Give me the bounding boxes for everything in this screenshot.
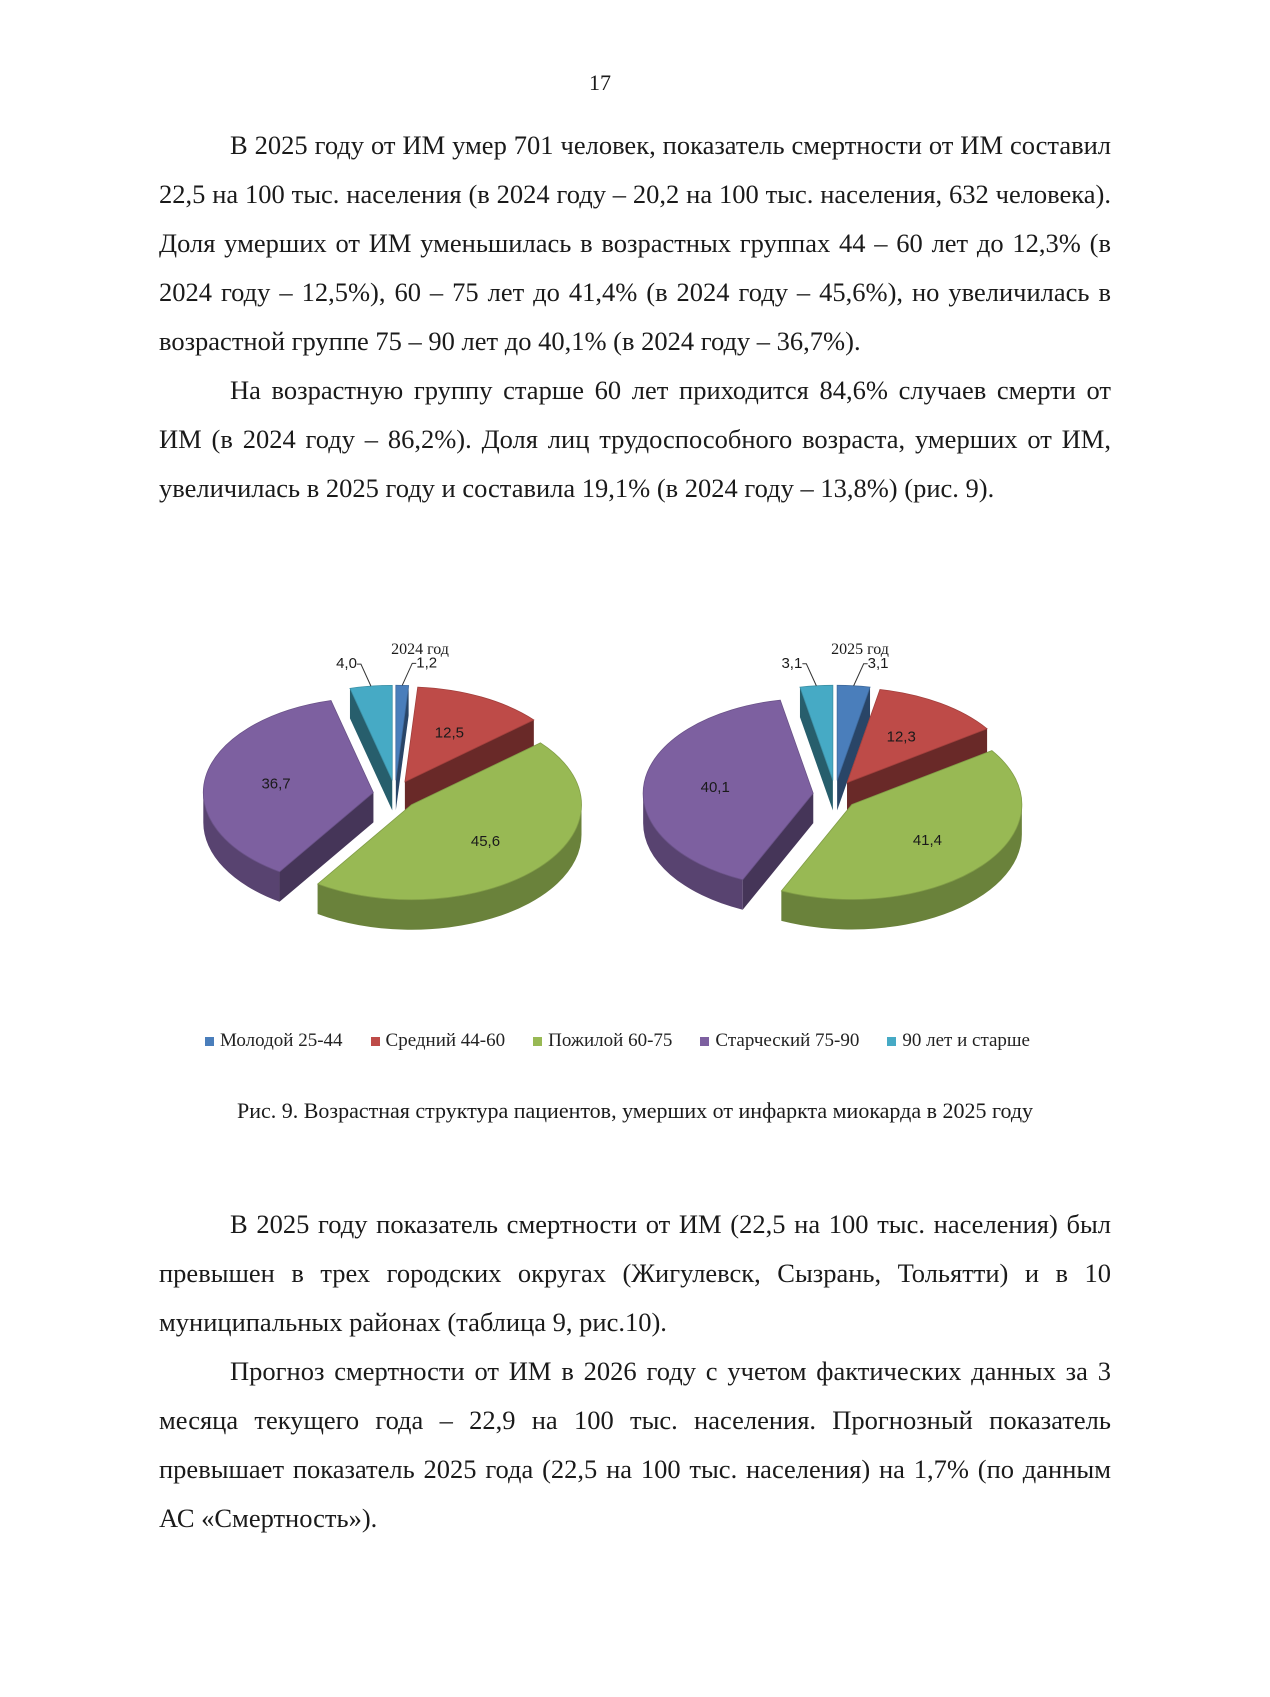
leader-line bbox=[402, 663, 416, 685]
chart-legend bbox=[205, 1030, 1105, 1052]
data-label-young: 3,1 bbox=[867, 654, 889, 672]
page-number: 17 bbox=[589, 70, 611, 95]
legend-swatch bbox=[887, 1037, 896, 1046]
data-label-old90: 4,0 bbox=[336, 655, 357, 673]
legend-label: Средний 44-60 bbox=[385, 1030, 506, 1051]
data-label-senile: 40,1 bbox=[700, 778, 730, 796]
chart-title: 2025 год bbox=[831, 641, 889, 658]
pie-slice-senile bbox=[643, 700, 813, 910]
paragraph: На возрастную группу старше 60 лет приходится 84,6% случаев смерти от ИМ (в 2024 году – 86,2%). Доля лиц трудоспособного возраста, умерших от ИМ, увеличилась в 2025 году и составила 19,1% (в 2024 году – 13,8%) (рис. 9). bbox=[159, 375, 1111, 503]
legend-item-senile bbox=[700, 1030, 859, 1052]
legend-item-young bbox=[205, 1030, 343, 1052]
legend-label: Молодой 25-44 bbox=[220, 1030, 343, 1051]
legend-label: Пожилой 60-75 bbox=[548, 1030, 673, 1051]
legend-label: Старческий 75-90 bbox=[715, 1030, 860, 1051]
legend-item-middle bbox=[371, 1030, 506, 1052]
leader-line bbox=[854, 664, 868, 686]
figure-pie-charts bbox=[195, 641, 1095, 1075]
legend-item-elderly bbox=[533, 1030, 672, 1052]
pie-chart-0 bbox=[203, 641, 581, 930]
data-label-senile: 36,7 bbox=[261, 775, 291, 793]
chart-title: 2024 год bbox=[391, 641, 449, 658]
legend-swatch bbox=[205, 1037, 214, 1046]
data-label-elderly: 45,6 bbox=[470, 833, 501, 851]
slice-top bbox=[800, 685, 833, 780]
legend-item-90-plus bbox=[887, 1030, 1030, 1052]
leader-line bbox=[357, 664, 371, 686]
data-label-old90: 3,1 bbox=[781, 654, 803, 672]
legend-swatch bbox=[533, 1037, 542, 1046]
data-label-young: 1,2 bbox=[416, 654, 438, 672]
data-label-middle: 12,5 bbox=[434, 724, 465, 742]
paragraph: Прогноз смертности от ИМ в 2026 году с учетом фактических данных за 3 месяца текущего года – 22,9 на 100 тыс. населения. Прогнозный показатель превышает показатель 2025 года (22,5 на 100 тыс. населения) на 1,7% (по данным АС «Смертность»). bbox=[159, 1356, 1111, 1533]
legend-swatch bbox=[700, 1037, 709, 1046]
data-label-middle: 12,3 bbox=[886, 728, 916, 746]
body-text-bottom bbox=[159, 1200, 1111, 1543]
pie-chart-1 bbox=[643, 641, 1022, 929]
data-label-elderly: 41,4 bbox=[912, 831, 943, 849]
paragraph: В 2025 году показатель смертности от ИМ (22,5 на 100 тыс. населения) был превышен в трех городских округах (Жигулевск, Сызрань, Тольятти) и в 10 муниципальных районах (таблица 9, рис.10). bbox=[159, 1209, 1111, 1337]
paragraph: В 2025 году от ИМ умер 701 человек, показатель смертности от ИМ составил 22,5 на 100 тыс. населения (в 2024 году – 20,2 на 100 тыс. населения, 632 человека). Доля умерших от ИМ уменьшилась в возрастных группах 44 – 60 лет до 12,3% (в 2024 году – 12,5%), 60 – 75 лет до 41,4% (в 2024 году – 45,6%), но увеличилась в возрастной группе 75 – 90 лет до 40,1% (в 2024 году – 36,7%). bbox=[159, 130, 1111, 356]
legend-label: 90 лет и старше bbox=[902, 1030, 1030, 1051]
body-text-top bbox=[159, 121, 1111, 513]
pie-charts-svg bbox=[195, 641, 1095, 1015]
figure-caption: Рис. 9. Возрастная структура пациентов, умерших от инфаркта миокарда в 2025 году bbox=[236, 1098, 1034, 1123]
leader-line bbox=[802, 664, 816, 686]
legend-swatch bbox=[371, 1037, 380, 1046]
